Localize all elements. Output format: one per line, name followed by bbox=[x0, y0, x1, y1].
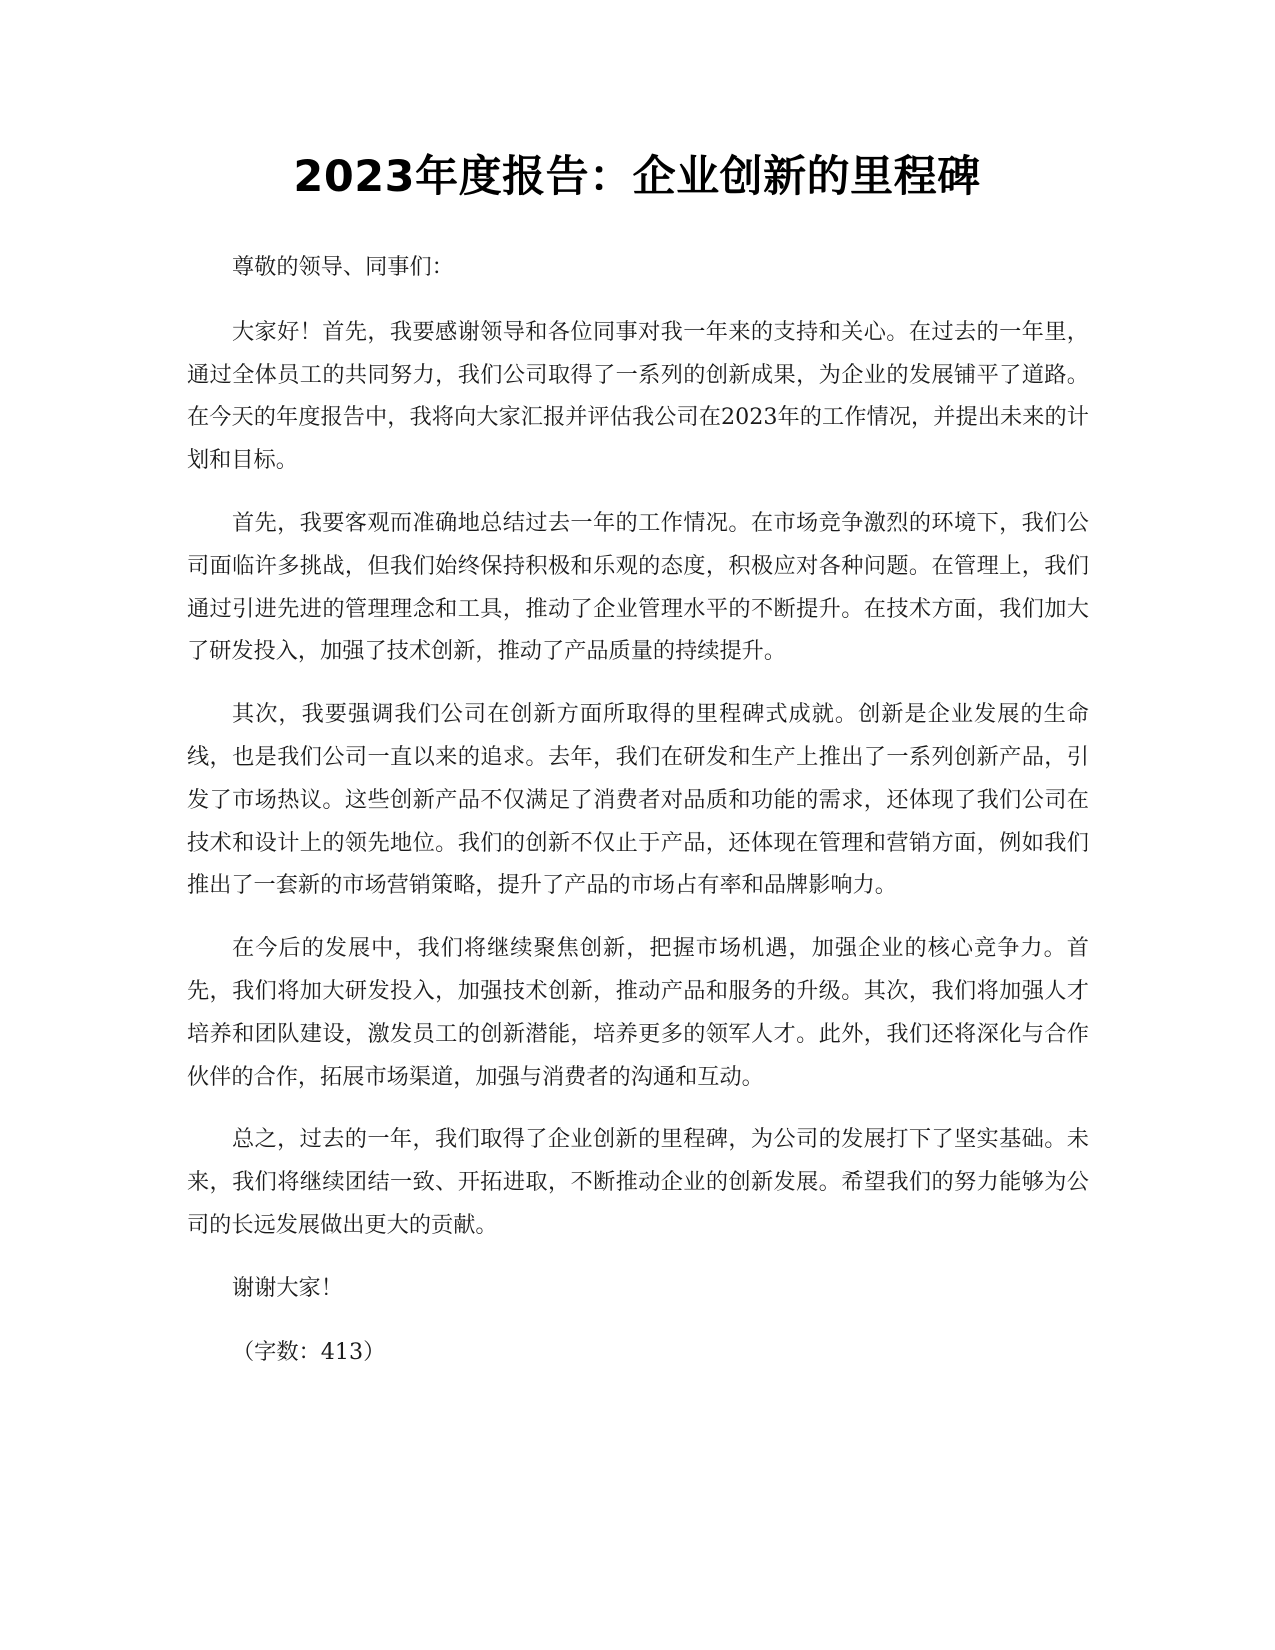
document-body bbox=[187, 246, 1089, 1393]
document-title: 2023年度报告：企业创新的里程碑 bbox=[293, 152, 981, 202]
paragraph-conclusion: 总之，过去的一年，我们取得了企业创新的里程碑，为公司的发展打下了坚实基础。未来，我们将继续团结一致、开拓进取，不断推动企业的创新发展。希望我们的努力能够为公司的长远发展做出更大的贡献。 bbox=[187, 1126, 1089, 1238]
paragraph-greeting: 大家好！首先，我要感谢领导和各位同事对我一年来的支持和关心。在过去的一年里，通过全体员工的共同努力，我们公司取得了一系列的创新成果，为企业的发展铺平了道路。在今天的年度报告中，我将向大家汇报并评估我公司在2023年的工作情况，并提出未来的计划和目标。 bbox=[187, 318, 1089, 474]
paragraph-work-summary: 首先，我要客观而准确地总结过去一年的工作情况。在市场竞争激烈的环境下，我们公司面临许多挑战，但我们始终保持积极和乐观的态度，积极应对各种问题。在管理上，我们通过引进先进的管理理念和工具，推动了企业管理水平的不断提升。在技术方面，我们加大了研发投入，加强了技术创新，推动了产品质量的持续提升。 bbox=[187, 509, 1089, 665]
salutation: 尊敬的领导、同事们： bbox=[232, 254, 454, 280]
paragraph-future-plans: 在今后的发展中，我们将继续聚焦创新，把握市场机遇，加强企业的核心竞争力。首先，我们将加大研发投入，加强技术创新，推动产品和服务的升级。其次，我们将加强人才培养和团队建设，激发员工的创新潜能，培养更多的领军人才。此外，我们还将深化与合作伙伴的合作，拓展市场渠道，加强与消费者的沟通和互动。 bbox=[187, 935, 1089, 1090]
word-count: （字数：413） bbox=[232, 1338, 386, 1365]
closing-thanks: 谢谢大家！ bbox=[232, 1274, 343, 1301]
paragraph-innovation-achievements: 其次，我要强调我们公司在创新方面所取得的里程碑式成就。创新是企业发展的生命线，也是我们公司一直以来的追求。去年，我们在研发和生产上推出了一系列创新产品，引发了市场热议。这些创新产品不仅满足了消费者对品质和功能的需求，还体现了我们公司在技术和设计上的领先地位。我们的创新不仅止于产品，还体现在管理和营销方面，例如我们推出了一套新的市场营销策略，提升了产品的市场占有率和品牌影响力。 bbox=[187, 701, 1089, 899]
